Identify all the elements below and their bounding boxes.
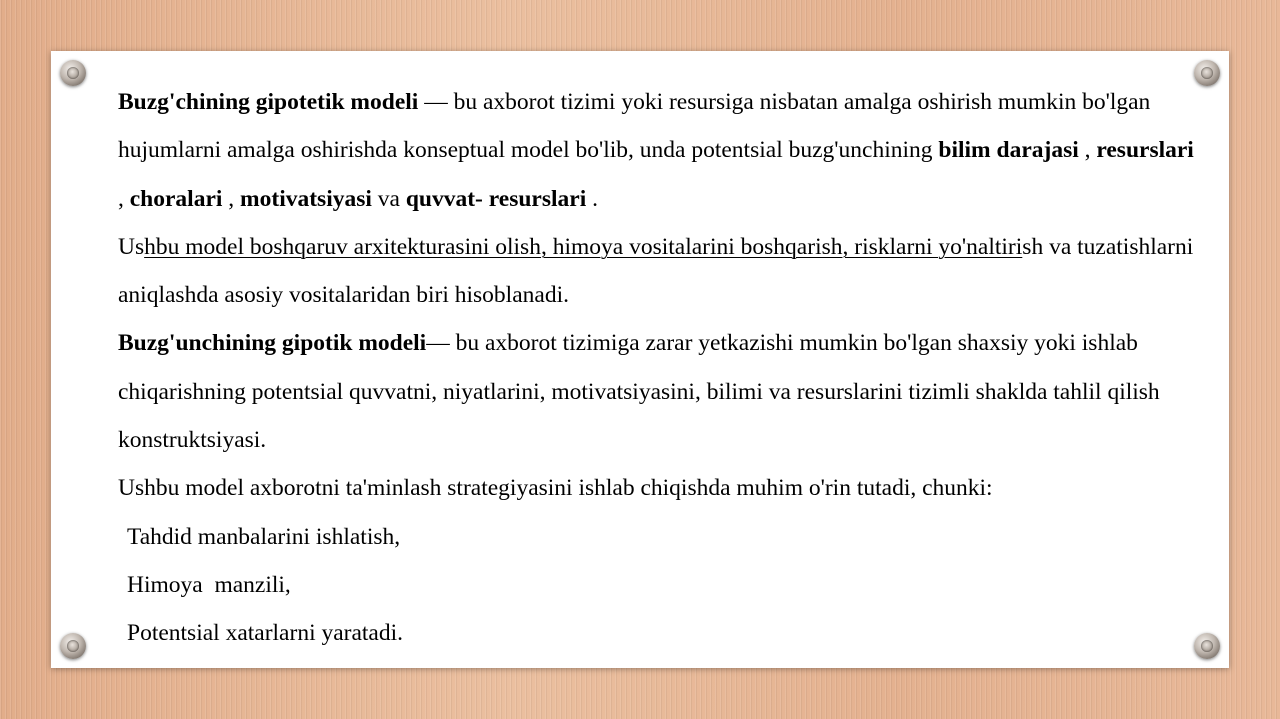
bold-keyword: choralari [129, 185, 223, 212]
paragraph-text: sh va tuzatishlarni aniqlashda asosiy vositalaridan biri hisoblanadi. [118, 233, 1194, 309]
separator: , [1078, 137, 1097, 164]
definition-paragraph-3 [118, 319, 1198, 464]
paragraph-text: Us [118, 233, 145, 260]
bold-keyword: motivatsiyasi [240, 185, 372, 212]
defined-term: Buzg'unchining gipotik modeli [118, 330, 427, 357]
sentence-end: . [586, 185, 598, 212]
list-item: Potentsial xatarlarni yaratadi. [127, 620, 404, 647]
paragraph-text: — bu axborot tizimi yoki resursiga nisbatan amalga oshirish mumkin bo'lgan hujumlarni amalga oshirishda konseptual model bo'lib, unda potentsial buzg'unchining [118, 89, 1151, 164]
intro-paragraph: Ushbu model axborotni ta'minlash strategiyasini ishlab chiqishda muhim o'rin tutadi, chunki: [118, 475, 993, 502]
slide-body [118, 78, 1198, 658]
separator: , [118, 185, 130, 212]
pushpin-icon [60, 60, 86, 86]
bold-keyword: resurslari [1096, 137, 1194, 164]
defined-term: Buzg'chining gipotetik modeli [118, 89, 419, 115]
separator: , [222, 185, 241, 212]
list-item: Tahdid manbalarini ishlatish, [127, 523, 401, 550]
definition-paragraph-1 [118, 78, 1198, 223]
pushpin-icon [60, 633, 86, 659]
paragraph-text: — bu axborot tizimiga zarar yetkazishi mumkin bo'lgan shaxsiy yoki ishlab chiqarishning potentsial quvvatni, niyatlarini, motivatsiyasini, bilimi va resurslarini tizimli shaklda tahlil qilish konstruktsiyasi. [118, 330, 1160, 454]
list-item: Himoya manzili, [127, 571, 291, 598]
bold-keyword: bilim darajasi [938, 137, 1079, 164]
underlined-text: hbu model boshqaruv arxitekturasini olish, himoya vositalarini boshqarish, risklarni yo'naltiri [144, 233, 1023, 260]
bold-keyword: quvvat- resurslari [405, 185, 587, 212]
definition-paragraph-2 [118, 223, 1198, 320]
separator: va [371, 185, 406, 212]
